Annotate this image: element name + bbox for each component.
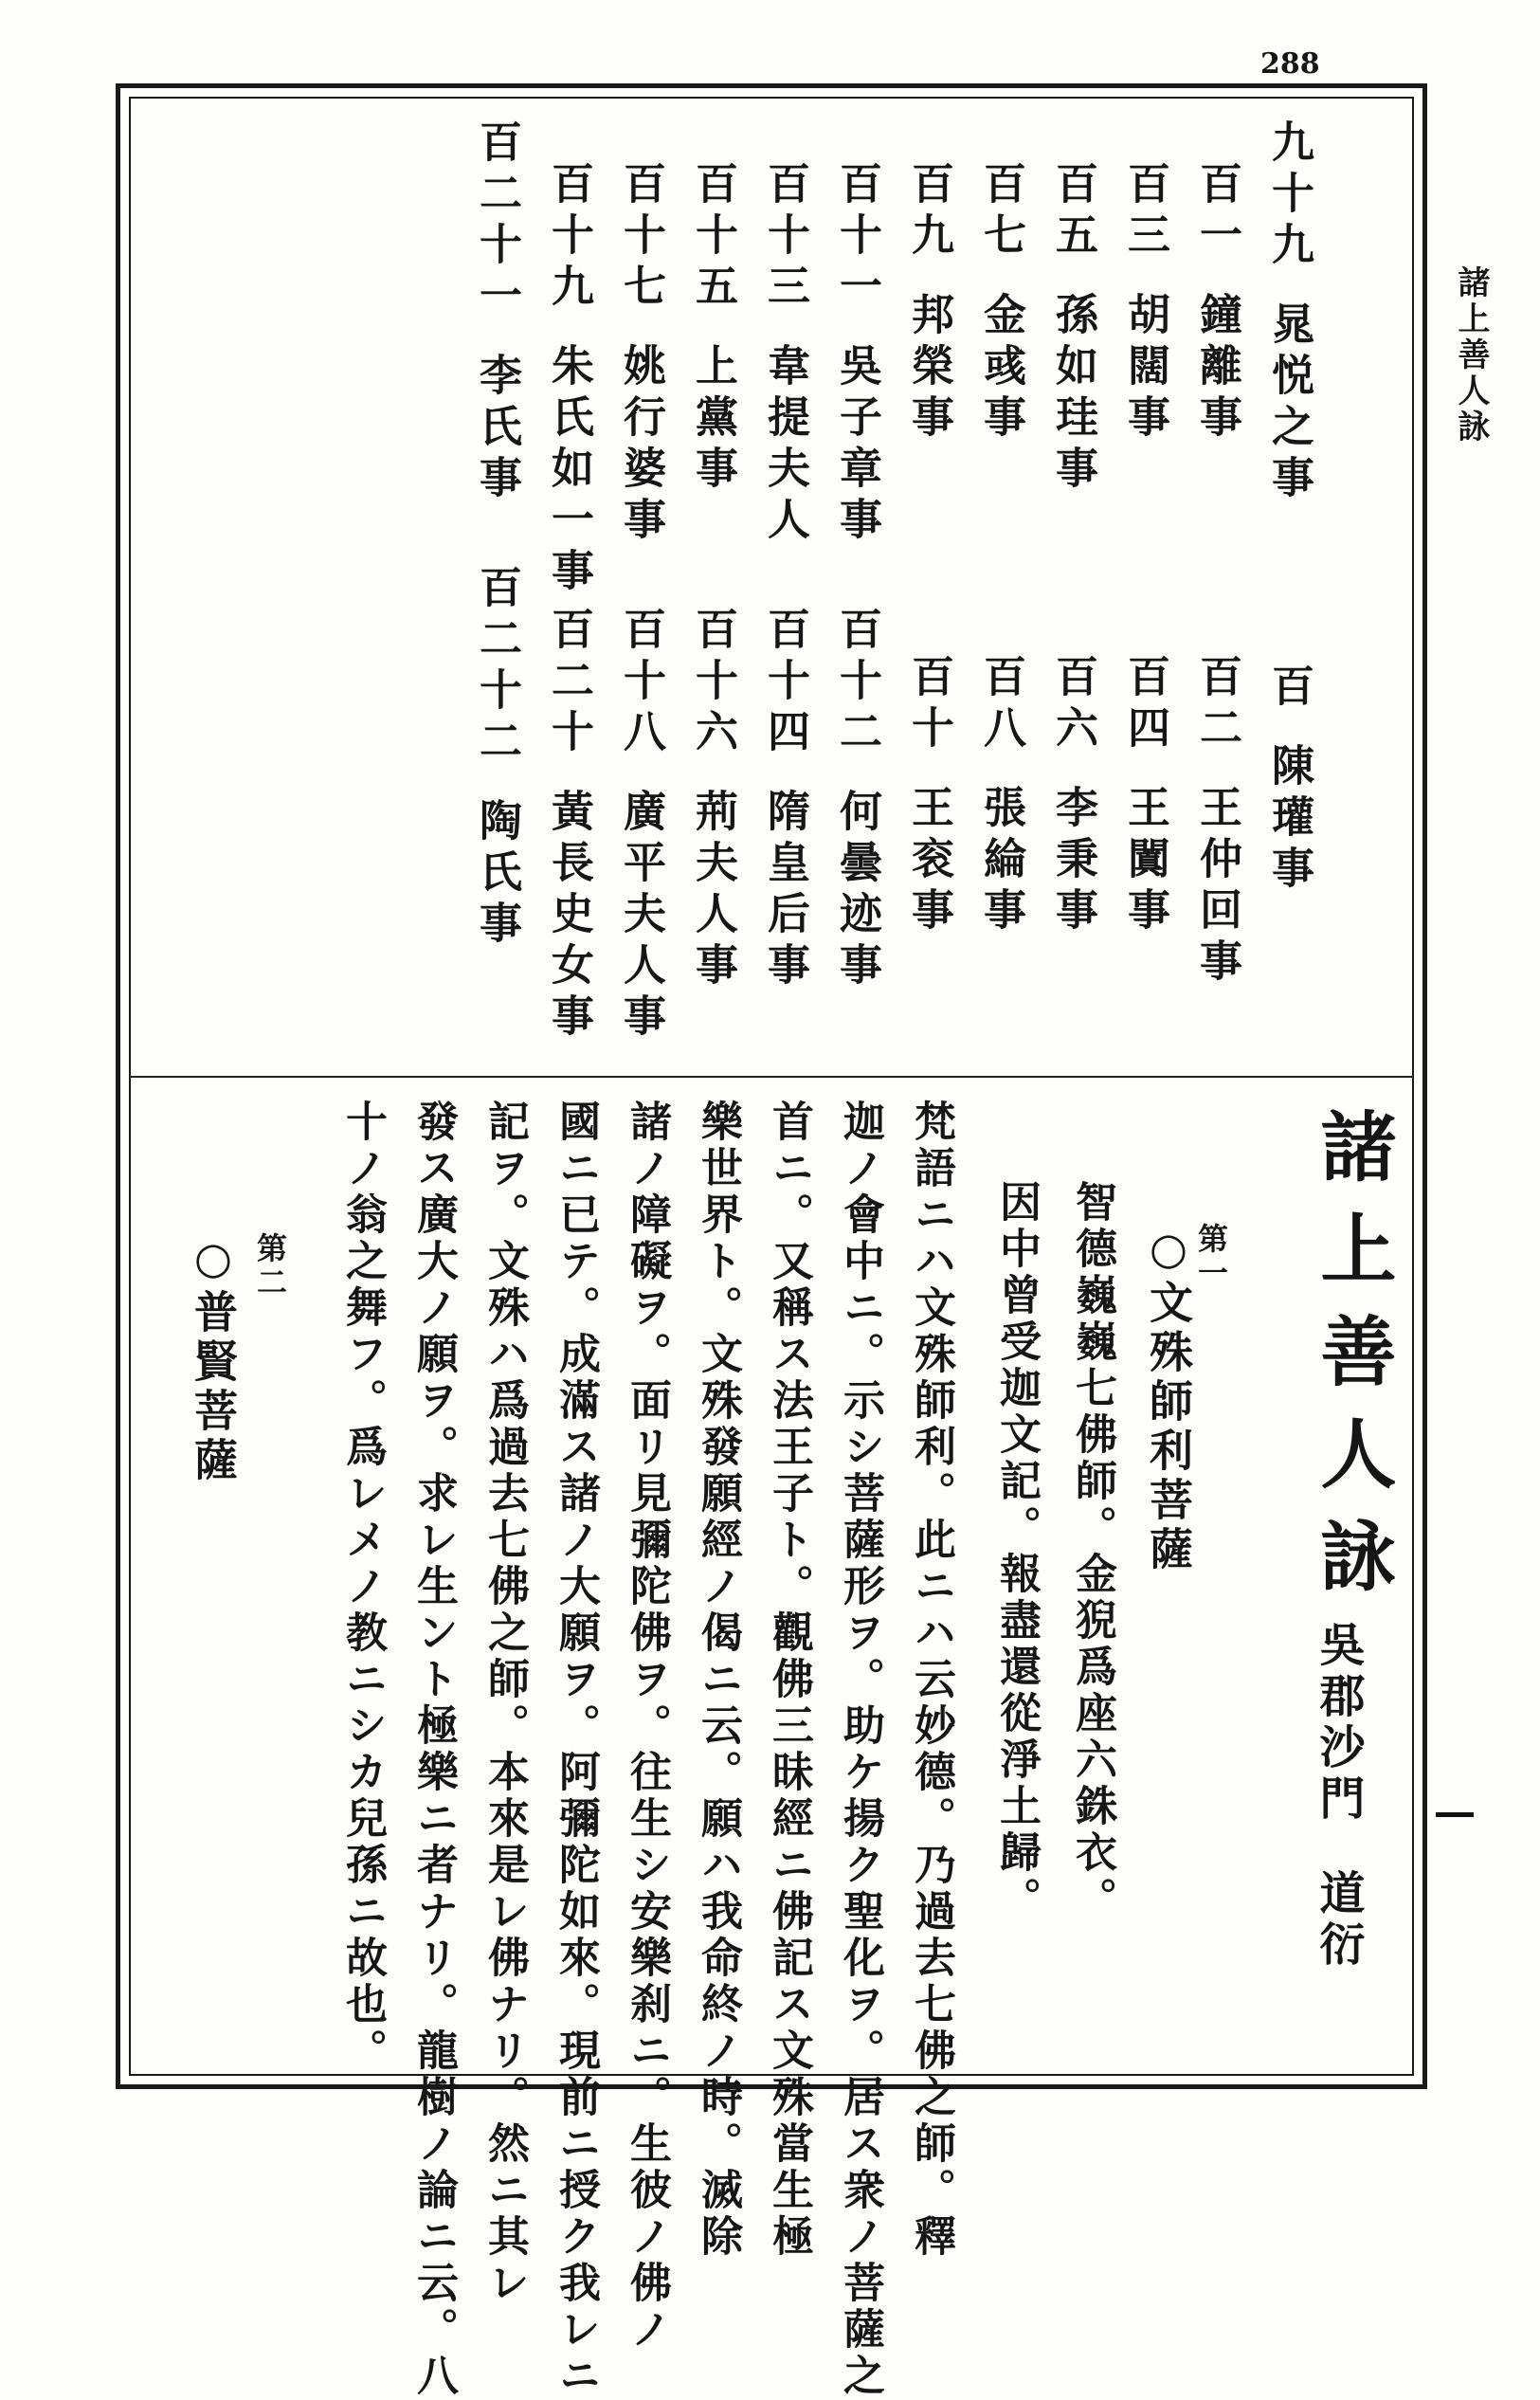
toc-entry-number: 百十一 xyxy=(832,161,882,315)
toc-entry-title: 荊夫人事 xyxy=(688,789,738,993)
toc-entry-number: 百二十 xyxy=(544,607,594,760)
toc-entry xyxy=(1192,161,1242,445)
toc-entry-title: 姚行婆事 xyxy=(616,343,666,548)
toc-entry-title: 李秉事 xyxy=(1048,785,1098,938)
toc-entry-number: 百八 xyxy=(976,654,1026,756)
prose-line: 國ニ已テ。成滿ス諸ノ大願ヲ。阿彌陀如來。現前ニ授ク我レニ xyxy=(552,1100,600,2400)
prose-line: 記ヲ。文殊ハ爲過去七佛之師。本來是レ佛ナリ。然ニ其レ xyxy=(480,1100,529,2307)
toc-entry-title: 張綸事 xyxy=(976,785,1026,938)
toc-entry xyxy=(760,161,810,548)
toc-entry-title: 晁悦之事 xyxy=(1264,301,1314,506)
toc-entry xyxy=(472,119,522,506)
toc-entry-number: 百二 xyxy=(1192,654,1242,756)
toc-entry-title: 陶氏事 xyxy=(472,798,522,952)
toc-entry-title: 吳子章事 xyxy=(832,343,882,548)
toc-entry xyxy=(1264,119,1314,506)
prose-line: 迦ノ會中ニ。示シ菩薩形ヲ。助ケ揚ク聖化ヲ。居ス衆ノ菩薩之 xyxy=(836,1100,884,2400)
page-number: 288 xyxy=(1260,47,1320,81)
margin-mark xyxy=(1436,1812,1474,1817)
toc-entry-title: 隋皇后事 xyxy=(760,789,810,993)
toc-entry xyxy=(688,161,738,497)
prose-line: 諸ノ障礙ヲ。面リ見彌陀佛ヲ。往生シ安樂刹ニ。生彼ノ佛ノ xyxy=(623,1100,671,2354)
section-divider xyxy=(130,1076,1413,1078)
toc-entry xyxy=(1120,654,1170,938)
author-prefix: 吳郡沙門 xyxy=(1312,1621,1365,1826)
toc-entry xyxy=(904,161,954,445)
toc-entry xyxy=(1048,654,1098,938)
prose-line: 梵語ニハ文殊師利。此ニハ云妙德。乃過去七佛之師。釋 xyxy=(907,1100,955,2261)
toc-entry-title: 李氏事 xyxy=(472,353,522,506)
prose-line: 發ス廣大ノ願ヲ。求レ生ント極樂ニ者ナリ。龍樹ノ論ニ云。八 xyxy=(409,1100,458,2400)
toc-entry-title: 廣平夫人事 xyxy=(616,789,666,1045)
author-credit xyxy=(1306,1621,1371,1972)
prose-line: 樂世界ト。文殊發願經ノ偈ニ云。願ハ我命終ノ時。滅除 xyxy=(694,1100,742,2261)
toc-entry-title: 鐘離事 xyxy=(1192,292,1242,445)
toc-entry-number: 百五 xyxy=(1048,161,1098,264)
toc-entry-number: 百七 xyxy=(976,161,1026,264)
toc-entry-title: 上黨事 xyxy=(688,343,738,497)
toc-entry xyxy=(472,565,522,952)
toc-entry xyxy=(544,607,594,1045)
toc-entry xyxy=(616,607,666,1045)
author-name: 道衍 xyxy=(1312,1869,1365,1972)
page-title: 諸上善人詠 xyxy=(1308,1107,1397,1619)
toc-entry xyxy=(832,607,882,993)
toc-entry-number: 百十五 xyxy=(688,161,738,315)
toc-entry-number: 百十九 xyxy=(544,161,594,315)
toc-entry xyxy=(1120,161,1170,445)
toc-entry-number: 百十八 xyxy=(616,607,666,760)
toc-entry-title: 邦榮事 xyxy=(904,292,954,445)
toc-entry xyxy=(544,161,594,599)
toc-entry xyxy=(760,607,810,993)
toc-entry xyxy=(976,161,1026,445)
toc-entry-title: 黃長史女事 xyxy=(544,789,594,1045)
toc-entry xyxy=(688,607,738,993)
toc-entry xyxy=(1192,654,1242,990)
toc-entry-title: 王衮事 xyxy=(904,785,954,938)
prose-line: 十ノ翁之舞フ。爲レメノ教ニシカ兒孫ニ故也。 xyxy=(338,1100,387,2075)
toc-entry xyxy=(976,654,1026,938)
toc-entry-number: 百十四 xyxy=(760,607,810,760)
section-number: 第一 xyxy=(1193,1223,1229,1291)
prose-line: 首ニ。又稱ス法王子ト。觀佛三昧經ニ佛記ス文殊當生極 xyxy=(765,1100,813,2261)
toc-entry-number: 百六 xyxy=(1048,654,1098,756)
section-heading: ○文殊師利菩薩 xyxy=(1143,1223,1194,1575)
toc-entry-number: 百三 xyxy=(1120,161,1170,264)
verse-line: 因中曾受迦文記。報盡還從淨土歸。 xyxy=(992,1180,1041,1923)
toc-entry-number: 百四 xyxy=(1120,654,1170,756)
toc-entry-number: 九十九 xyxy=(1264,119,1314,273)
toc-entry-title: 陳瓘事 xyxy=(1264,743,1314,897)
toc-entry-number: 百十 xyxy=(904,654,954,756)
toc-entry xyxy=(1048,161,1098,497)
toc-entry-number: 百 xyxy=(1264,664,1314,715)
toc-entry-title: 孫如珪事 xyxy=(1048,292,1098,497)
toc-entry-number: 百二十二 xyxy=(472,565,522,770)
toc-entry-number: 百十六 xyxy=(688,607,738,760)
toc-entry xyxy=(904,654,954,938)
toc-entry xyxy=(616,161,666,548)
section-heading: ○普賢菩薩 xyxy=(188,1232,239,1486)
toc-entry-number: 百九 xyxy=(904,161,954,264)
toc-entry-title: 何曇迹事 xyxy=(832,789,882,993)
toc-entry-number: 百十三 xyxy=(760,161,810,315)
verse-line: 智德巍巍七佛師。金猊爲座六銖衣。 xyxy=(1068,1180,1116,1923)
toc-entry xyxy=(832,161,882,548)
toc-entry-title: 朱氏如一事 xyxy=(544,343,594,599)
section-number: 第二 xyxy=(252,1232,288,1300)
toc-entry-title: 金彧事 xyxy=(976,292,1026,445)
toc-entry-number: 百十七 xyxy=(616,161,666,315)
toc-entry-number: 百一 xyxy=(1192,161,1242,264)
toc-entry-number: 百十二 xyxy=(832,607,882,760)
toc-entry-number: 百二十一 xyxy=(472,119,522,324)
toc-entry-title: 王闐事 xyxy=(1120,785,1170,938)
toc-entry-title: 王仲回事 xyxy=(1192,785,1242,990)
toc-entry xyxy=(1264,664,1314,897)
running-title: 諸上善人詠 xyxy=(1452,265,1490,445)
toc-entry-title: 胡闊事 xyxy=(1120,292,1170,445)
toc-entry-title: 韋提夫人 xyxy=(760,343,810,548)
